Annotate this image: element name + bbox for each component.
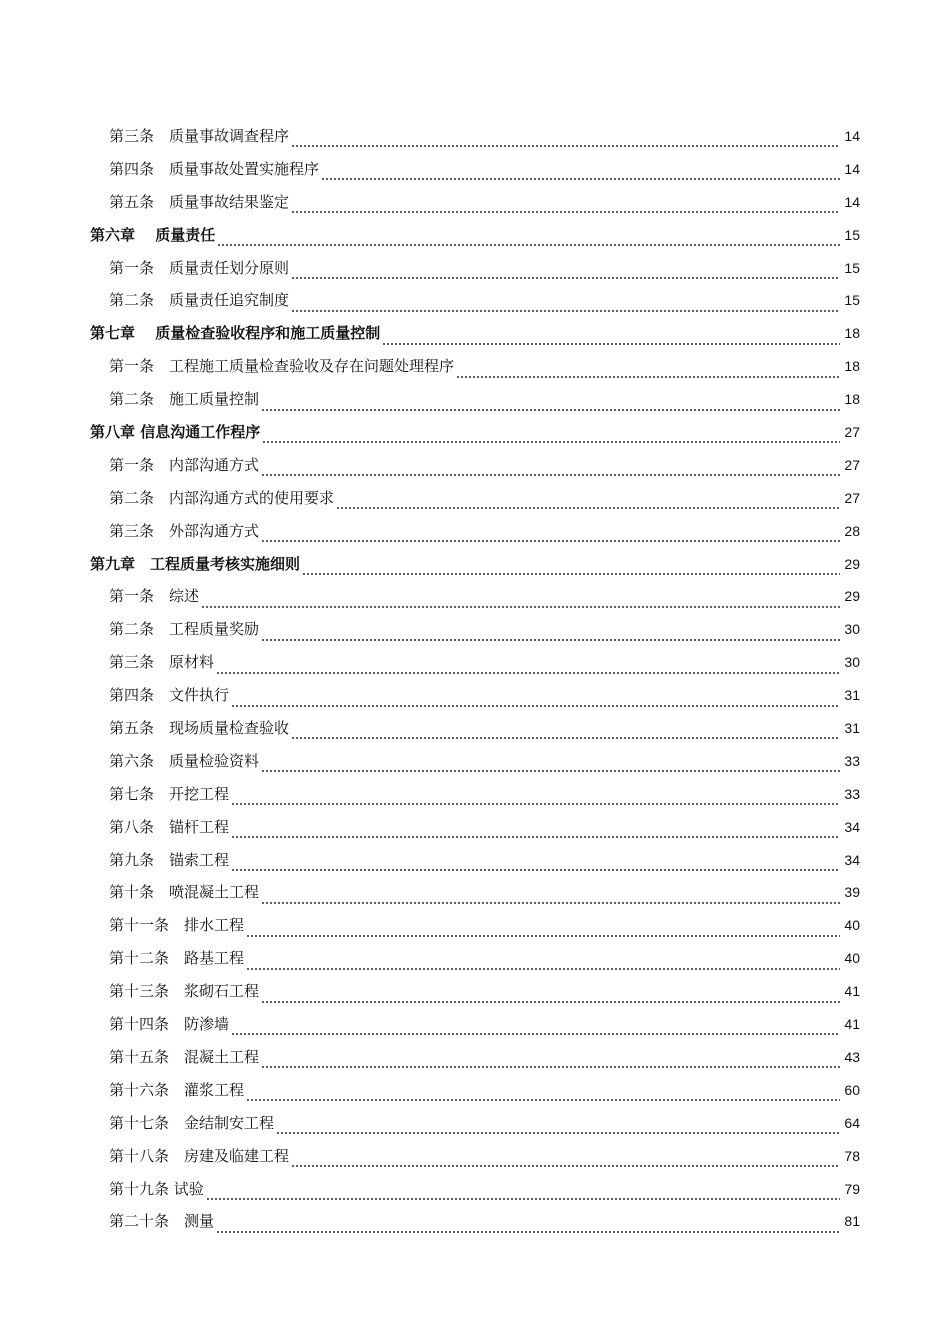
toc-page-number: 40 — [844, 917, 860, 934]
toc-article-entry[interactable] — [90, 120, 860, 153]
toc-article-entry[interactable] — [90, 712, 860, 745]
toc-chapter-entry[interactable] — [90, 548, 860, 581]
toc-article-entry[interactable] — [90, 679, 860, 712]
toc-dot-leader — [216, 1220, 840, 1234]
toc-article-entry[interactable] — [90, 1074, 860, 1107]
toc-article-entry[interactable] — [90, 515, 860, 548]
toc-dot-leader — [231, 858, 840, 872]
toc-dot-leader — [231, 694, 840, 708]
toc-page-number: 34 — [844, 818, 860, 835]
toc-entry-title: 第二十条 测量 — [109, 1205, 216, 1238]
toc-chapter-entry[interactable] — [90, 416, 860, 449]
toc-dot-leader — [291, 726, 840, 740]
toc-entry-title: 第六条 质量检验资料 — [109, 745, 261, 778]
toc-dot-leader — [261, 529, 840, 543]
toc-entry-title: 第八章 信息沟通工作程序 — [90, 416, 262, 449]
toc-dot-leader — [261, 463, 840, 477]
toc-article-entry[interactable] — [90, 383, 860, 416]
toc-dot-leader — [262, 430, 840, 444]
toc-dot-leader — [261, 398, 840, 412]
toc-entry-title: 第十五条 混凝土工程 — [109, 1041, 261, 1074]
toc-entry-title: 第五条 现场质量检查验收 — [109, 712, 291, 745]
toc-entry-title: 第三条 外部沟通方式 — [109, 515, 261, 548]
toc-page-number: 40 — [844, 950, 860, 967]
toc-dot-leader — [261, 1055, 840, 1069]
toc-article-entry[interactable] — [90, 876, 860, 909]
toc-dot-leader — [336, 496, 840, 510]
toc-dot-leader — [246, 1088, 840, 1102]
toc-entry-title: 第十七条 金结制安工程 — [109, 1107, 276, 1140]
toc-article-entry[interactable] — [90, 1173, 860, 1206]
toc-page-number: 30 — [844, 621, 860, 638]
toc-article-entry[interactable] — [90, 909, 860, 942]
toc-article-entry[interactable] — [90, 745, 860, 778]
toc-entry-title: 第三条 质量事故调查程序 — [109, 120, 291, 153]
toc-page-number: 15 — [844, 259, 860, 276]
toc-article-entry[interactable] — [90, 778, 860, 811]
toc-page-number: 41 — [844, 983, 860, 1000]
toc-dot-leader — [456, 365, 840, 379]
toc-page-number: 34 — [844, 851, 860, 868]
toc-dot-leader — [231, 1022, 840, 1036]
toc-dot-leader — [291, 1154, 840, 1168]
toc-dot-leader — [206, 1187, 840, 1201]
toc-dot-leader — [201, 595, 840, 609]
toc-page-number: 18 — [844, 325, 860, 342]
toc-dot-leader — [261, 628, 840, 642]
toc-page-number: 31 — [844, 720, 860, 737]
toc-entry-title: 第一条 质量责任划分原则 — [109, 252, 291, 285]
table-of-contents — [90, 120, 860, 1238]
toc-page-number: 31 — [844, 687, 860, 704]
toc-dot-leader — [261, 990, 840, 1004]
toc-page-number: 27 — [844, 456, 860, 473]
toc-article-entry[interactable] — [90, 1140, 860, 1173]
toc-page-number: 64 — [844, 1114, 860, 1131]
toc-entry-title: 第十八条 房建及临建工程 — [109, 1140, 291, 1173]
toc-entry-title: 第二条 内部沟通方式的使用要求 — [109, 482, 336, 515]
toc-entry-title: 第十二条 路基工程 — [109, 942, 246, 975]
toc-entry-title: 第二条 质量责任追究制度 — [109, 284, 291, 317]
toc-entry-title: 第九条 锚索工程 — [109, 844, 231, 877]
toc-dot-leader — [291, 266, 840, 280]
toc-dot-leader — [291, 200, 840, 214]
toc-dot-leader — [302, 562, 840, 576]
toc-page-number: 27 — [844, 489, 860, 506]
toc-article-entry[interactable] — [90, 811, 860, 844]
toc-page-number: 30 — [844, 654, 860, 671]
toc-chapter-entry[interactable] — [90, 317, 860, 350]
toc-page-number: 28 — [844, 522, 860, 539]
toc-dot-leader — [276, 1121, 840, 1135]
toc-entry-title: 第四条 文件执行 — [109, 679, 231, 712]
toc-article-entry[interactable] — [90, 975, 860, 1008]
toc-article-entry[interactable] — [90, 1205, 860, 1238]
toc-entry-title: 第五条 质量事故结果鉴定 — [109, 186, 291, 219]
toc-entry-title: 第八条 锚杆工程 — [109, 811, 231, 844]
toc-entry-title: 第二条 工程质量奖励 — [109, 613, 261, 646]
toc-entry-title: 第一条 工程施工质量检查验收及存在问题处理程序 — [109, 350, 456, 383]
toc-page-number: 29 — [844, 588, 860, 605]
toc-page-number: 43 — [844, 1048, 860, 1065]
toc-article-entry[interactable] — [90, 449, 860, 482]
toc-dot-leader — [261, 891, 840, 905]
toc-dot-leader — [291, 299, 840, 313]
toc-entry-title: 第十条 喷混凝土工程 — [109, 876, 261, 909]
toc-entry-title: 第二条 施工质量控制 — [109, 383, 261, 416]
toc-entry-title: 第十六条 灌浆工程 — [109, 1074, 246, 1107]
toc-article-entry[interactable] — [90, 580, 860, 613]
toc-article-entry[interactable] — [90, 646, 860, 679]
toc-page-number: 33 — [844, 752, 860, 769]
toc-page-number: 18 — [844, 358, 860, 375]
toc-page-number: 78 — [844, 1147, 860, 1164]
toc-page-number: 60 — [844, 1081, 860, 1098]
toc-page-number: 14 — [844, 160, 860, 177]
toc-page-number: 29 — [844, 555, 860, 572]
toc-chapter-entry[interactable] — [90, 219, 860, 252]
toc-article-entry[interactable] — [90, 613, 860, 646]
toc-article-entry[interactable] — [90, 1008, 860, 1041]
toc-entry-title: 第七章 质量检查验收程序和施工质量控制 — [90, 317, 382, 350]
toc-entry-title: 第十四条 防渗墙 — [109, 1008, 231, 1041]
toc-entry-title: 第一条 综述 — [109, 580, 201, 613]
toc-article-entry[interactable] — [90, 284, 860, 317]
toc-entry-title: 第七条 开挖工程 — [109, 778, 231, 811]
toc-dot-leader — [261, 759, 840, 773]
toc-dot-leader — [291, 134, 840, 148]
toc-article-entry[interactable] — [90, 1041, 860, 1074]
toc-page-number: 27 — [844, 424, 860, 441]
toc-page-number: 14 — [844, 193, 860, 210]
toc-page-number: 41 — [844, 1016, 860, 1033]
toc-article-entry[interactable] — [90, 186, 860, 219]
toc-page-number: 33 — [844, 785, 860, 802]
toc-page-number: 18 — [844, 391, 860, 408]
toc-page-number: 15 — [844, 292, 860, 309]
toc-article-entry[interactable] — [90, 942, 860, 975]
toc-article-entry[interactable] — [90, 482, 860, 515]
toc-entry-title: 第四条 质量事故处置实施程序 — [109, 153, 321, 186]
toc-dot-leader — [382, 332, 840, 346]
toc-article-entry[interactable] — [90, 844, 860, 877]
toc-dot-leader — [231, 825, 840, 839]
toc-page-number: 14 — [844, 128, 860, 144]
toc-entry-title: 第十一条 排水工程 — [109, 909, 246, 942]
toc-entry-title: 第六章 质量责任 — [90, 219, 217, 252]
toc-entry-title: 第三条 原材料 — [109, 646, 216, 679]
toc-dot-leader — [246, 924, 840, 938]
toc-article-entry[interactable] — [90, 153, 860, 186]
toc-page-number: 81 — [844, 1213, 860, 1230]
toc-article-entry[interactable] — [90, 350, 860, 383]
toc-entry-title: 第十九条 试验 — [109, 1173, 206, 1206]
toc-page-number: 39 — [844, 884, 860, 901]
toc-dot-leader — [217, 233, 840, 247]
toc-entry-title: 第九章 工程质量考核实施细则 — [90, 548, 302, 581]
toc-entry-title: 第一条 内部沟通方式 — [109, 449, 261, 482]
toc-article-entry[interactable] — [90, 1107, 860, 1140]
toc-page-number: 15 — [844, 226, 860, 243]
toc-entry-title: 第十三条 浆砌石工程 — [109, 975, 261, 1008]
toc-page-number: 79 — [844, 1180, 860, 1197]
toc-article-entry[interactable] — [90, 252, 860, 285]
toc-dot-leader — [231, 792, 840, 806]
toc-dot-leader — [246, 957, 840, 971]
toc-dot-leader — [216, 661, 840, 675]
toc-dot-leader — [321, 167, 840, 181]
